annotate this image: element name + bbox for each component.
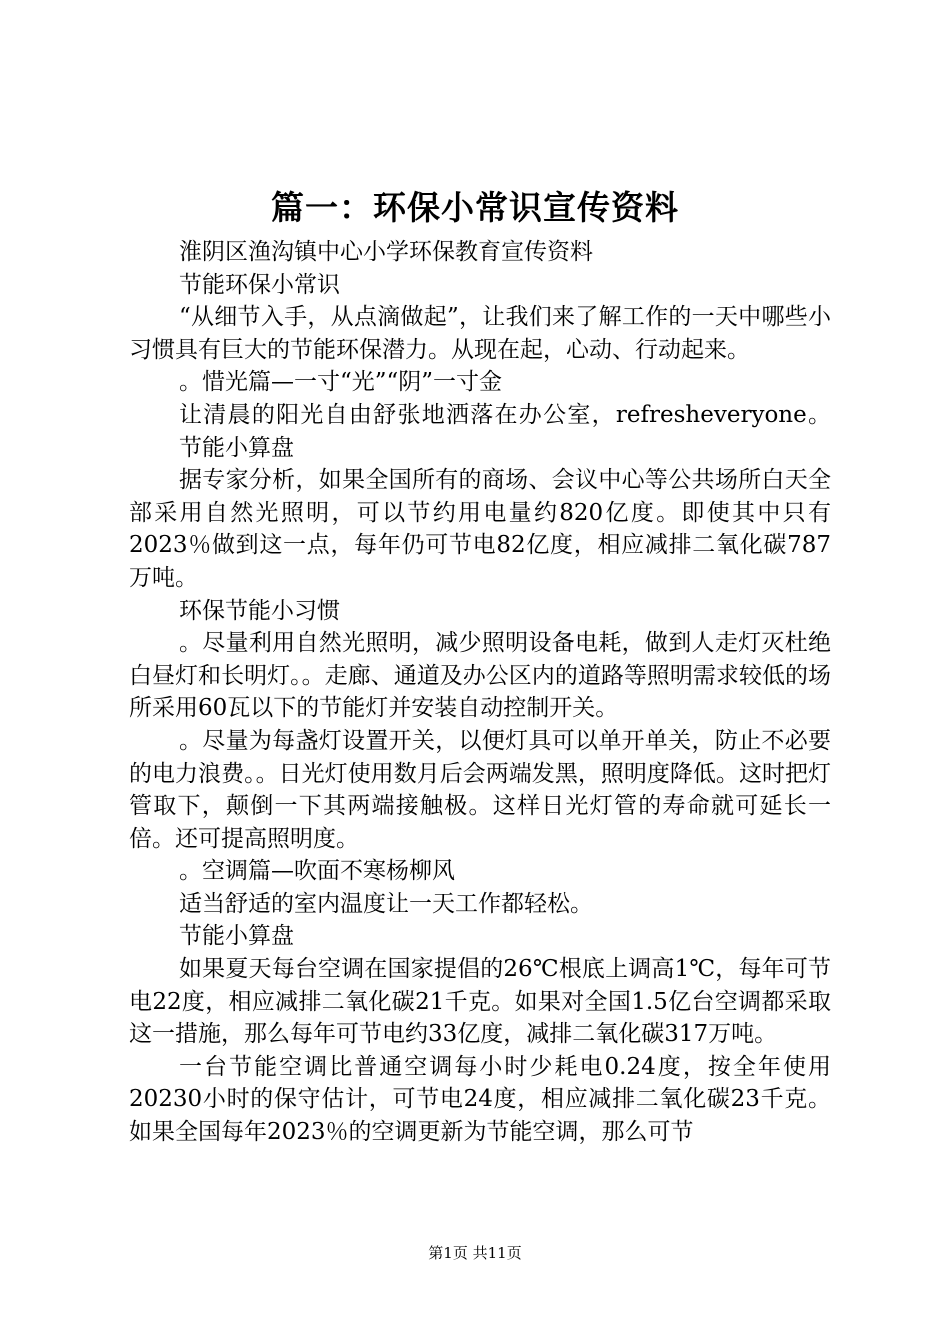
paragraph-switches: 。尽量为每盏灯设置开关，以便灯具可以单开单关，防止不必要的电力浪费。。日光灯使用数月后会两端发黑，照明度降低。这时把灯管取下，颠倒一下其两端接触极。这样日光灯管的寿命就可延长一倍。还可提高照明度。 xyxy=(129,727,831,852)
paragraph-section-heading: 节能环保小常识 xyxy=(179,271,340,298)
paragraph-habits-heading: 环保节能小习惯 xyxy=(179,597,340,624)
page-footer: 第1页 共11页 xyxy=(428,1244,522,1262)
paragraph-expert-analysis: 据专家分析，如果全国所有的商场、会议中心等公共场所白天全部采用自然光照明，可以节约用电量约820亿度。即使其中只有2023％做到这一点，每年仍可节电82亿度，相应减排二氧化碳787万吨。 xyxy=(129,467,831,591)
paragraph-comfort: 适当舒适的室内温度让一天工作都轻松。 xyxy=(179,890,593,917)
paragraph-calc-heading-2: 节能小算盘 xyxy=(179,923,294,950)
document-body xyxy=(129,236,831,1149)
paragraph-intro: “从细节入手，从点滴做起”，让我们来了解工作的一天中哪些小习惯具有巨大的节能环保潜力。从现在起，心动、行动起来。 xyxy=(129,304,831,363)
paragraph-natural-light: 。尽量利用自然光照明，减少照明设备电耗，做到人走灯灭杜绝白昼灯和长明灯。。走廊、通道及办公区内的道路等照明需求较低的场所采用60瓦以下的节能灯并安装自动控制开关。 xyxy=(129,630,831,722)
document-title: 篇一：环保小常识宣传资料 xyxy=(271,188,679,227)
paragraph-morning-sun: 让清晨的阳光自由舒张地洒落在办公室，refresheveryone。 xyxy=(179,401,831,428)
paragraph-ac-heading: 。空调篇—吹面不寒杨柳风 xyxy=(179,858,455,885)
paragraph-calc-heading: 节能小算盘 xyxy=(179,434,294,461)
paragraph-school-heading: 淮阴区渔沟镇中心小学环保教育宣传资料 xyxy=(179,239,593,265)
paragraph-light-heading: 。惜光篇—一寸“光”“阴”一寸金 xyxy=(179,369,503,396)
paragraph-efficient-ac: 一台节能空调比普通空调每小时少耗电0.24度，按全年使用20230小时的保守估计，可节电24度，相应减排二氧化碳23千克。如果全国每年2023％的空调更新为节能空调，那么可节 xyxy=(129,1053,831,1146)
paragraph-summer-ac: 如果夏天每台空调在国家提倡的26℃根底上调高1℃，每年可节电22度，相应减排二氧化碳21千克。如果对全国1.5亿台空调都采取这一措施，那么每年可节电约33亿度，减排二氧化碳317万吨。 xyxy=(129,956,831,1048)
